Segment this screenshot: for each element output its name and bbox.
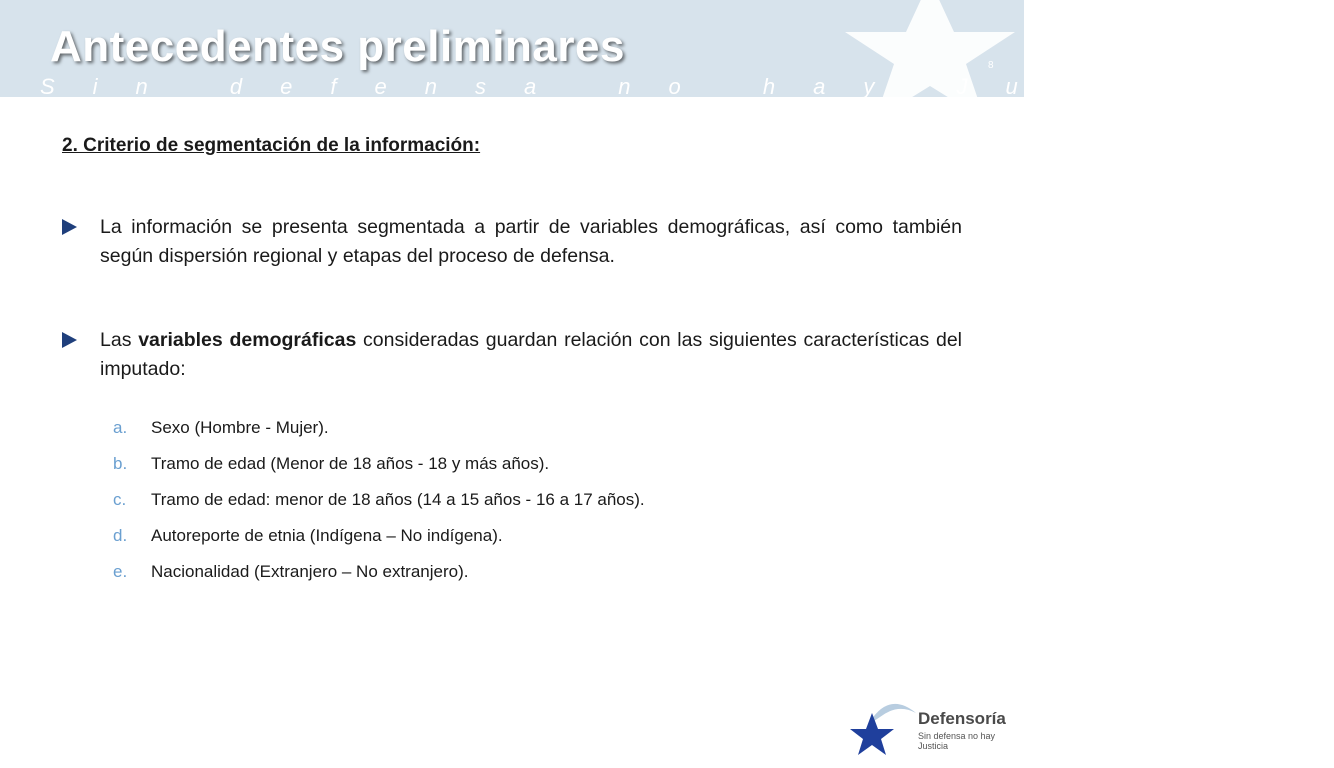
header-tagline: Sin defensa no hay Justicia (40, 74, 1334, 99)
bullet-text-suffix: consideradas guardan relación con las siguientes características del imputado: (100, 329, 962, 380)
list-letter: b. (113, 454, 128, 473)
bullet-item (62, 326, 962, 384)
page-number: 8 (988, 60, 994, 71)
slide-header (0, 0, 1334, 99)
list-item (113, 526, 913, 562)
defensoria-logo (848, 695, 1018, 755)
bullet-item (62, 213, 962, 271)
list-item-text: Tramo de edad: menor de 18 años (14 a 15 años - 16 a 17 años). (151, 490, 645, 509)
bullet-text (100, 326, 962, 384)
list-letter: d. (113, 526, 128, 545)
list-item-text: Autoreporte de etnia (Indígena – No indígena). (151, 526, 503, 545)
star-watermark-icon (830, 0, 1030, 120)
logo-brand: Defensoría (918, 709, 1006, 728)
bullet-text: La información se presenta segmentada a partir de variables demográficas, así como también según dispersión regional y etapas del proceso de defensa. (100, 216, 962, 267)
section-title: 2. Criterio de segmentación de la información: (62, 135, 481, 156)
list-letter: e. (113, 562, 128, 581)
star-logo-icon (848, 695, 918, 757)
arrow-bullet-icon (62, 219, 77, 235)
list-item (113, 418, 913, 454)
list-item-text: Nacionalidad (Extranjero – No extranjero). (151, 562, 469, 581)
logo-subtitle: Sin defensa no hay Justicia (918, 731, 996, 751)
list-item (113, 454, 913, 490)
list-letter: c. (113, 490, 127, 509)
arrow-bullet-icon (62, 332, 77, 348)
list-item-text: Tramo de edad (Menor de 18 años - 18 y más años). (151, 454, 550, 473)
bullet-text-prefix: Las (100, 329, 139, 351)
list-letter: a. (113, 418, 128, 437)
list-item-text: Sexo (Hombre - Mujer). (151, 418, 329, 437)
bullet-text-bold: variables demográficas (138, 329, 357, 351)
slide-title: Antecedentes preliminares (50, 22, 625, 71)
list-item (113, 562, 913, 598)
list-item (113, 490, 913, 526)
demographic-variables-list (113, 418, 913, 598)
